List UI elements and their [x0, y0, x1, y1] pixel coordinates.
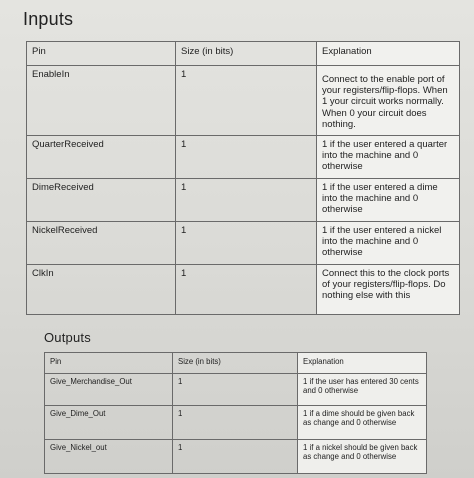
column-header-pin: Pin: [27, 42, 176, 66]
pin-name: ClkIn: [27, 265, 176, 315]
pin-explanation: Connect to the enable port of your registers/flip-flops. When 1 your circuit works normally. When 0 your circuit does nothing.: [317, 66, 460, 136]
pin-name: Give_Dime_Out: [45, 406, 173, 440]
pin-size: 1: [176, 222, 317, 265]
table-row: [45, 406, 427, 440]
table-row: [27, 136, 460, 179]
pin-explanation: 1 if the user entered a dime into the machine and 0 otherwise: [317, 179, 460, 222]
pin-explanation: 1 if a nickel should be given back as change and 0 otherwise: [298, 440, 427, 474]
column-header-size: Size (in bits): [173, 353, 298, 374]
pin-size: 1: [176, 136, 317, 179]
table-row: [45, 374, 427, 406]
inputs-table: [26, 41, 460, 315]
table-header-row: [45, 353, 427, 374]
pin-explanation: 1 if the user entered a quarter into the machine and 0 otherwise: [317, 136, 460, 179]
outputs-heading: Outputs: [44, 330, 91, 345]
pin-explanation: 1 if a dime should be given back as change and 0 otherwise: [298, 406, 427, 440]
pin-size: 1: [176, 265, 317, 315]
outputs-table: [44, 352, 427, 474]
pin-explanation: 1 if the user has entered 30 cents and 0 otherwise: [298, 374, 427, 406]
pin-explanation: 1 if the user entered a nickel into the machine and 0 otherwise: [317, 222, 460, 265]
table-row: [27, 179, 460, 222]
column-header-pin: Pin: [45, 353, 173, 374]
column-header-size: Size (in bits): [176, 42, 317, 66]
pin-name: DimeReceived: [27, 179, 176, 222]
pin-name: EnableIn: [27, 66, 176, 136]
pin-explanation: Connect this to the clock ports of your registers/flip-flops. Do nothing else with this: [317, 265, 460, 315]
pin-name: NickelReceived: [27, 222, 176, 265]
table-row: [27, 222, 460, 265]
table-row: [27, 265, 460, 315]
column-header-explanation: Explanation: [317, 42, 460, 66]
column-header-explanation: Explanation: [298, 353, 427, 374]
pin-size: 1: [173, 406, 298, 440]
table-row: [45, 440, 427, 474]
pin-name: Give_Merchandise_Out: [45, 374, 173, 406]
pin-size: 1: [173, 440, 298, 474]
table-header-row: [27, 42, 460, 66]
pin-name: QuarterReceived: [27, 136, 176, 179]
inputs-heading: Inputs: [23, 9, 74, 29]
pin-size: 1: [173, 374, 298, 406]
pin-name: Give_Nickel_out: [45, 440, 173, 474]
table-row: [27, 66, 460, 136]
pin-size: 1: [176, 179, 317, 222]
pin-size: 1: [176, 66, 317, 136]
